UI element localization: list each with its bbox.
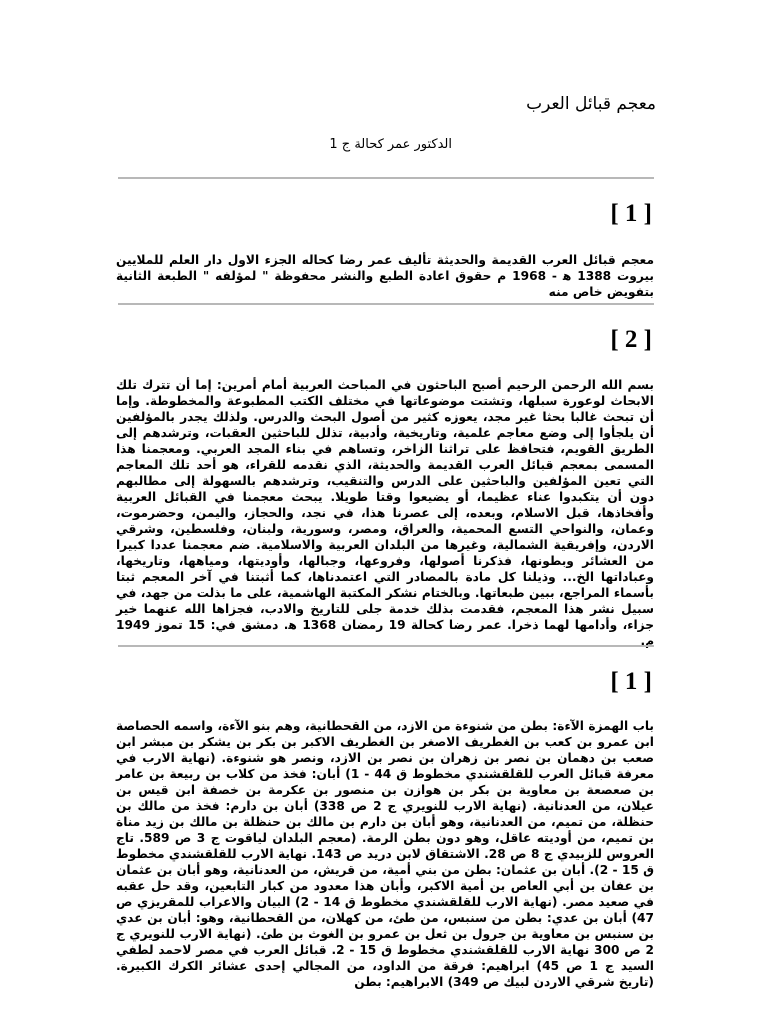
divider (118, 645, 654, 647)
paragraph-introduction: بسم الله الرحمن الرحيم أصبح الباحثون في المباحث العربية أمام أمرين: إما أن تترك تلك الابحاث لوعورة سبلها، وتشتت موضوعاتها في مختلف الكتب المطبوعة والمخطوطة. وإما أن تبحث غالبا بحثا غير مجد، يعوزه كثير من أصول البحث والدرس. ولذلك يجدر بالمؤلفين أن يلجأوا إلى وضع معاجم علمية، وتاريخية، وأدبية، تذلل للباحثين العقبات، وترشدهم إلى الطريق القويم، فتحافظ على تراثنا الزاخر، وتساهم في بناء المجد العربي. ومعجمنا هذا المسمى بمعجم قبائل العرب القديمة والحديثة، الذي نقدمه للقراء، هو أحد تلك المعاجم التي تعين المؤلفين والباحثين على الدرس والتنقيب، وترشدهم بالسهولة إلى مطالبهم دون أن يتكبدوا عناء عظيما، أو يضيعوا وقتا طويلا. يبحث معجمنا في القبائل العربية وأفخاذها، قبل الاسلام، وبعده، إلى عصرنا هذا، في نجد، والحجاز، واليمن، وحضرموت، وعمان، والنواحي التسع المحمية، والعراق، ومصر، وسورية، ولبنان، وفلسطين، وشرقي الاردن، وإفريقية الشمالية، وغيرها من البلدان العربية والاسلامية. ضم معجمنا عددا كبيرا من العشائر وبطونها، فذكرنا أصولها، وفروعها، وجبالها، وأوديتها، ومياهها، وتاريخها، وعباداتها الخ... وذيلنا كل مادة بالمصادر التي اعتمدناها، كما أثبتنا في آخر المعجم ثبتا بأسماء المراجع، ببين طبعاتها. وبالختام نشكر المكتبة الهاشمية، على ما بذلت من جهد، في سبيل نشر هذا المعجم، فقدمت بذلك خدمة جلى للتاريخ والادب، فجزاها الله عنهما خير جزاء، وأدامها لهما ذخرا. عمر رضا كحالة 19 رمضان 1368 ه‍. دمشق في: 15 تموز 1949 م. (116, 378, 654, 648)
book-title: معجم قبائل العرب (526, 94, 656, 114)
page-marker: [ 1 ] (610, 200, 652, 227)
divider (118, 303, 654, 305)
paragraph-publication-info: معجم قبائل العرب القديمة والحديثة تأليف عمر رضا كحاله الجزء الاول دار العلم للملايين بيروت 1388 ه‍ - 1968 م حقوق اعادة الطبع والنشر محفوظة " لمؤلفه " الطبعة الثانية بتفويض خاص منه (116, 253, 655, 299)
page-marker: [ 1 ] (610, 668, 652, 695)
paragraph-entries: باب الهمزة الآءة: بطن من شنوءة من الازد، من القحطانية، وهم بنو الآءة، واسمه الحصاصة ابن عمرو بن كعب بن الغطريف الاصغر بن الغطريف الاكبر بن بكر بن يشكر بن مبشر ابن صعب بن دهمان بن نصر بن زهران بن نصر بن الازد، ونصر هو شنوءة. (نهاية الارب في معرفة قبائل العرب للقلقشندي مخطوط ق 44 - 1) أبان: فخذ من كلاب بن ربيعة بن عامر بن صعصعة بن معاوية بن بكر بن هوازن بن منصور بن عكرمة بن خصفة ابن قيس بن عيلان، من العدنانية. (نهاية الارب للنويري ج 2 ص 338) أبان بن دارم: فخذ من مالك بن حنظلة، من تميم، من العدنانية، وهو أبان بن دارم بن مالك بن حنظلة بن مالك بن زيد مناة بن تميم، من أوديته عاقل، وهو دون بطن الرمة. (معجم البلدان لياقوت ج 3 ص 589. تاج العروس للزبيدي ج 8 ص 28. الاشتقاق لابن دريد ص 143. نهاية الارب للقلقشندي مخطوط ق 15 - 2). أبان بن عثمان: بطن من بني أمية، من قريش، من العدنانية، وهو أبان بن عثمان بن عفان بن أبي العاص بن أمية الاكبر، وأبان هذا معدود من كبار التابعين، وقد حل عقبه في صعيد مصر. (نهاية الارب للقلقشندي مخطوط ق 14 - 2) البيان والاعراب للمقريزي ص 47) أبان بن عدي: بطن من سنبس، من طئ، من كهلان، من القحطانية، وهو: أبان بن عدي بن سنبس بن معاوية بن جرول بن ثعل بن عمرو بن الغوث بن طئ. (نهاية الارب للنويري ج 2 ص 300 نهاية الارب للقلقشندي مخطوط ق 15 - 2. قبائل العرب في مصر لاحمد لطفي السيد ج 1 ص 45) ابراهيم: فرقة من الداود، من المجالي إحدى عشائر الكرك الكبيرة. (تاريخ شرقي الاردن لبيك ص 349) الابراهيم: بطن (116, 719, 655, 989)
divider (118, 177, 654, 179)
page-marker: [ 2 ] (610, 326, 652, 353)
book-author: الدكتور عمر كحالة ج 1 (329, 137, 452, 152)
